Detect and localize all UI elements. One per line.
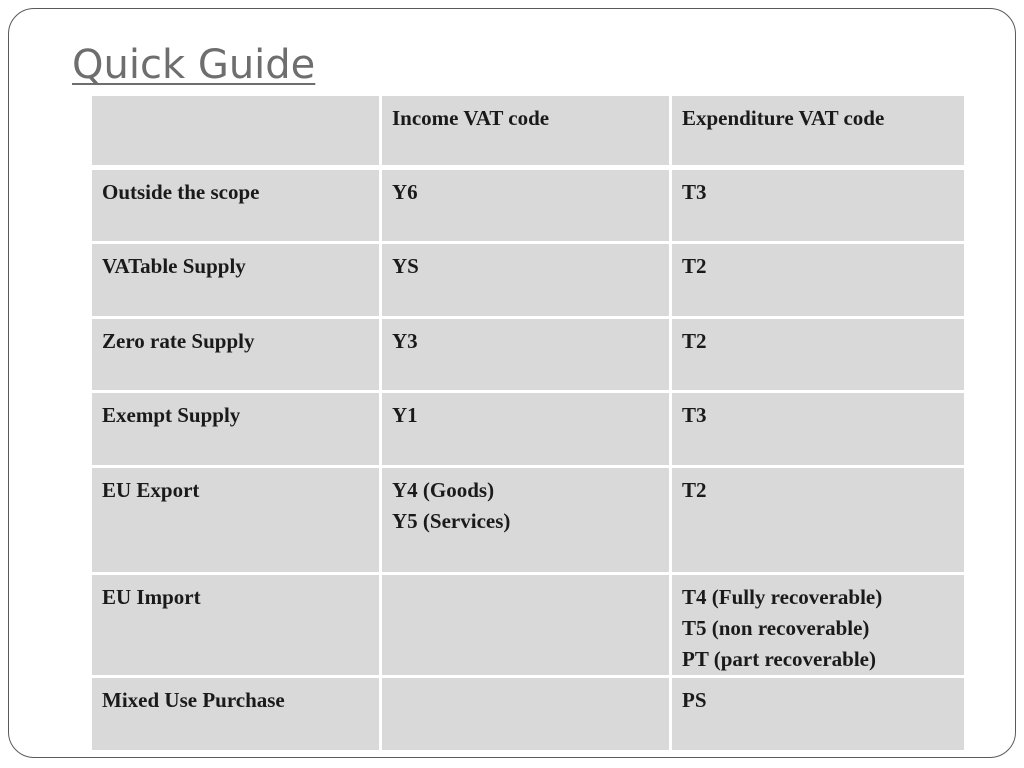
table-row [92,575,964,678]
income-code: Y4 (Goods) [392,478,495,502]
expenditure-code: T4 (Fully recoverable) [682,585,883,609]
slide-title: Quick Guide [72,42,316,88]
income-code: Y3 [392,329,418,353]
table-row [92,468,964,575]
income-code-cell [382,393,672,468]
expenditure-code-cell [672,393,964,468]
expenditure-code-cell [672,678,964,750]
expenditure-code: PT (part recoverable) [682,647,876,671]
expenditure-code-cell [672,244,964,319]
table-header-row [92,96,964,170]
income-code-cell [382,244,672,319]
income-code-cell [382,468,672,575]
expenditure-code-cell [672,575,964,678]
header-cell-empty [92,96,382,170]
table-row [92,244,964,319]
income-code-cell [382,170,672,244]
row-label: Mixed Use Purchase [92,678,382,750]
income-code: Y6 [392,180,418,204]
expenditure-code: T3 [682,403,707,427]
income-code-cell [382,678,672,750]
income-code: Y1 [392,403,418,427]
table-row [92,319,964,393]
vat-code-table [92,96,964,750]
expenditure-code: T5 (non recoverable) [682,616,870,640]
expenditure-code: T2 [682,329,707,353]
income-code: Y5 (Services) [392,509,511,533]
row-label: Zero rate Supply [92,319,382,393]
table-row [92,678,964,750]
table-row [92,170,964,244]
row-label: EU Import [92,575,382,678]
expenditure-code: T3 [682,180,707,204]
table-row [92,393,964,468]
header-cell-expenditure: Expenditure VAT code [672,96,964,170]
expenditure-code: T2 [682,478,707,502]
expenditure-code-cell [672,468,964,575]
income-code: YS [392,254,419,278]
header-cell-income: Income VAT code [382,96,672,170]
row-label: Exempt Supply [92,393,382,468]
expenditure-code-cell [672,319,964,393]
row-label: VATable Supply [92,244,382,319]
income-code-cell [382,319,672,393]
expenditure-code: PS [682,688,707,712]
row-label: Outside the scope [92,170,382,244]
expenditure-code: T2 [682,254,707,278]
expenditure-code-cell [672,170,964,244]
row-label: EU Export [92,468,382,575]
income-code-cell [382,575,672,678]
